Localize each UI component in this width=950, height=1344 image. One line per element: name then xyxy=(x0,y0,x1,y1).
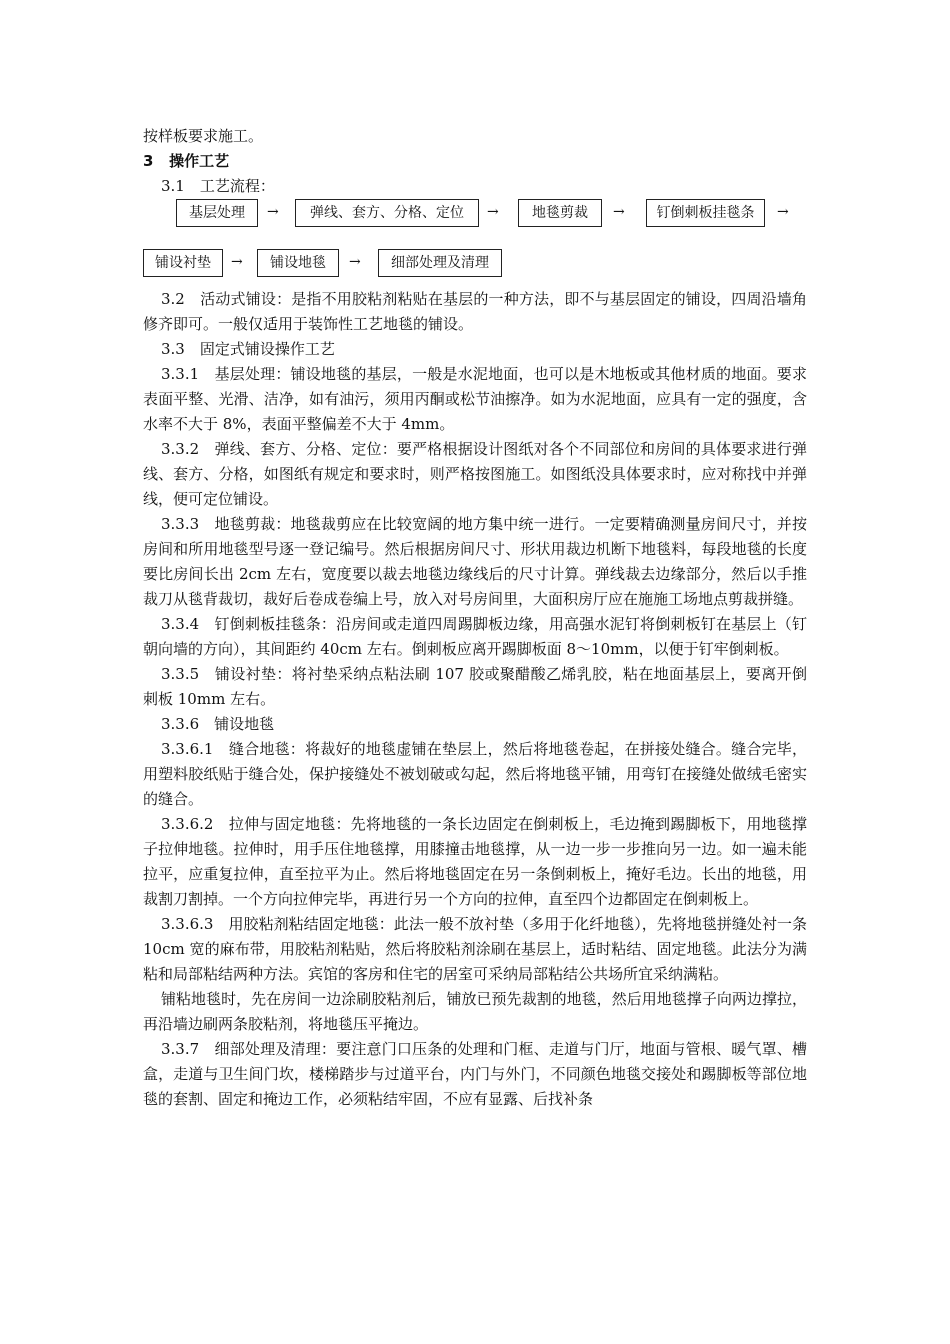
para-3-3-6-1: 3.3.6.1 缝合地毯：将裁好的地毯虚铺在垫层上，然后将地毯卷起，在拼接处缝合。缝合完毕，用塑料胶纸贴于缝合处，保护接缝处不被划破或勾起，然后将地毯平铺，用弯钉在接缝处做绒毛密实的缝合。 xyxy=(143,740,807,808)
flow-arrow: → xyxy=(777,204,789,220)
para-3-2: 3.2 活动式铺设：是指不用胶粘剂粘贴在基层的一种方法，即不与基层固定的铺设，四周沿墙角修齐即可。一般仅适用于装饰性工艺地毯的铺设。 xyxy=(143,290,807,333)
flow-step-1: 基层处理 xyxy=(176,199,258,227)
process-flow xyxy=(143,199,807,287)
flow-step-2: 弹线、套方、分格、定位 xyxy=(295,199,479,227)
para-3-3-7: 3.3.7 细部处理及清理：要注意门口压条的处理和门框、走道与门厅，地面与管根、暖气罩、槽盒，走道与卫生间门坎，楼梯踏步与过道平台，内门与外门，不同颜色地毯交接处和踢脚板等部位地毯的套割、固定和掩边工作，必须粘结牢固，不应有显露、后找补条 xyxy=(143,1040,807,1108)
flow-step-7: 细部处理及清理 xyxy=(378,249,502,277)
section-heading xyxy=(143,149,807,174)
para-3-3-5: 3.3.5 铺设衬垫：将衬垫采纳点粘法刷 107 胶或聚醋酸乙烯乳胶，粘在地面基层上，要离开倒刺板 10mm 左右。 xyxy=(143,665,807,708)
para-3-3-3: 3.3.3 地毯剪裁：地毯裁剪应在比较宽阔的地方集中统一进行。一定要精确测量房间尺寸，并按房间和所用地毯型号逐一登记编号。然后根据房间尺寸、形状用裁边机断下地毯料，每段地毯的长度要比房间长出 2cm 左右，宽度要以裁去地毯边缘线后的尺寸计算。弹线裁去边缘部分，然后以手推裁刀从毯背裁切，裁好后卷成卷编上号，放入对号房间里，大面积房厅应在施施工场地点剪裁拼缝。 xyxy=(143,515,807,608)
flow-step-6: 铺设地毯 xyxy=(257,249,339,277)
para-glue-note: 铺粘地毯时，先在房间一边涂刷胶粘剂后，铺放已预先裁割的地毯，然后用地毯撑子向两边撑拉，再沿墙边刷两条胶粘剂，将地毯压平掩边。 xyxy=(143,990,807,1033)
para-3-3-6: 3.3.6 铺设地毯 xyxy=(161,715,275,733)
flow-step-3: 地毯剪裁 xyxy=(518,199,602,227)
document-page xyxy=(143,124,807,1112)
flow-arrow: → xyxy=(349,254,361,270)
flow-arrow: → xyxy=(613,204,625,220)
flow-step-4: 钉倒刺板挂毯条 xyxy=(646,199,765,227)
para-3-3: 3.3 固定式铺设操作工艺 xyxy=(161,340,335,358)
section-number: 3 xyxy=(143,152,154,170)
para-3-3-1: 3.3.1 基层处理：铺设地毯的基层，一般是水泥地面，也可以是木地板或其他材质的地面。要求表面平整、光滑、洁净，如有油污，须用丙酮或松节油擦净。如为水泥地面，应具有一定的强度，含水率不大于 8%，表面平整偏差不大于 4mm。 xyxy=(143,365,807,433)
flow-step-5: 铺设衬垫 xyxy=(143,249,223,277)
intro-line: 按样板要求施工。 xyxy=(143,127,264,145)
para-3-3-4: 3.3.4 钉倒刺板挂毯条：沿房间或走道四周踢脚板边缘，用高强水泥钉将倒刺板钉在基层上（钉朝向墙的方向），其间距约 40cm 左右。倒刺板应离开踢脚板面 8～10mm，以便于钉牢倒刺板。 xyxy=(143,615,807,658)
subsection-3-1: 3.1 工艺流程： xyxy=(161,177,275,195)
para-3-3-6-2: 3.3.6.2 拉伸与固定地毯：先将地毯的一条长边固定在倒刺板上，毛边掩到踢脚板下，用地毯撑子拉伸地毯。拉伸时，用手压住地毯撑，用膝撞击地毯撑，从一边一步一步推向另一边。如一遍未能拉平，应重复拉伸，直至拉平为止。然后将地毯固定在另一条倒刺板上，掩好毛边。长出的地毯，用裁割刀割掉。一个方向拉伸完毕，再进行另一个方向的拉伸，直至四个边都固定在倒刺板上。 xyxy=(143,815,807,908)
section-title: 操作工艺 xyxy=(169,152,230,170)
para-3-3-6-3: 3.3.6.3 用胶粘剂粘结固定地毯：此法一般不放衬垫（多用于化纤地毯），先将地毯拼缝处衬一条 10cm 宽的麻布带，用胶粘剂粘贴，然后将胶粘剂涂刷在基层上，适时粘结、固定地毯。此法分为满粘和局部粘结两种方法。宾馆的客房和住宅的居室可采纳局部粘结公共场所宜采纳满粘。 xyxy=(143,915,807,983)
flow-arrow: → xyxy=(231,254,243,270)
para-3-3-2: 3.3.2 弹线、套方、分格、定位：要严格根据设计图纸对各个不同部位和房间的具体要求进行弹线、套方、分格，如图纸有规定和要求时，则严格按图施工。如图纸没具体要求时，应对称找中并弹线，便可定位铺设。 xyxy=(143,440,807,508)
flow-arrow: → xyxy=(267,204,279,220)
flow-arrow: → xyxy=(487,204,499,220)
